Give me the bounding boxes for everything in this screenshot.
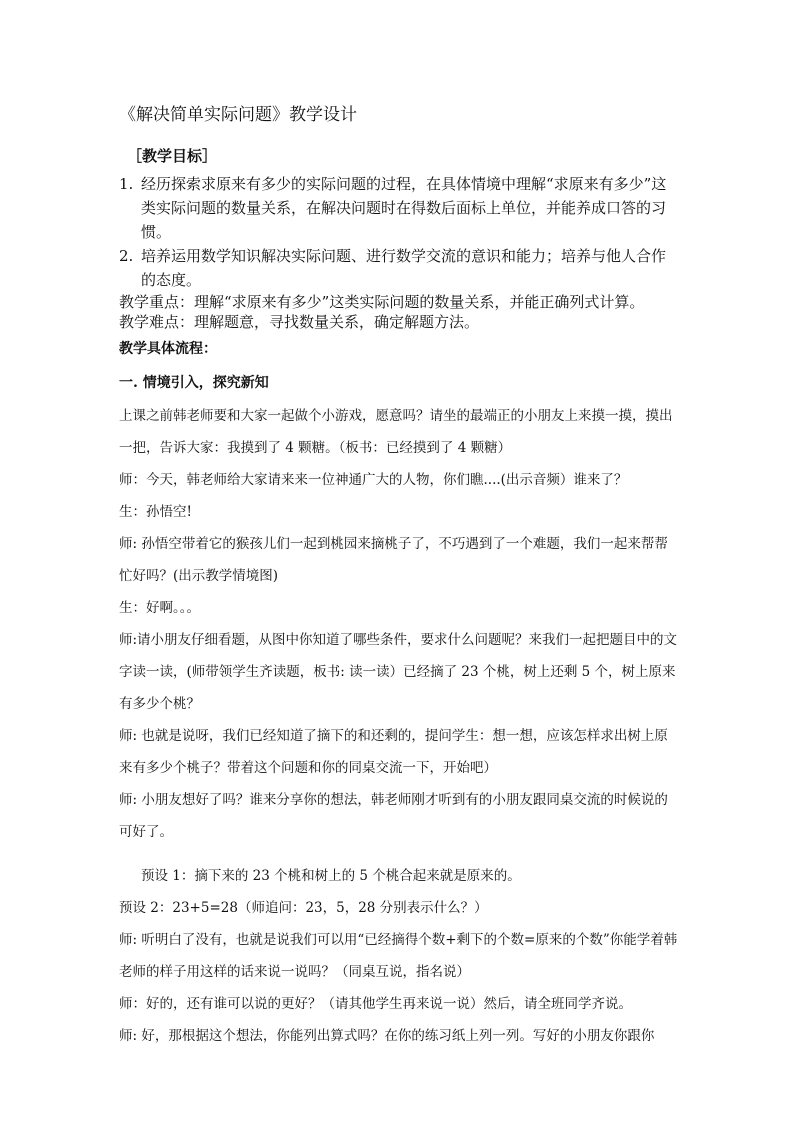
paragraph: 上课之前韩老师要和大家一起做个小游戏，愿意吗？请坐的最端正的小朋友上来摸一摸，摸出一把，告诉大家：我摸到了 4 颗糖。（板书：已经摸到了 4 颗糖）	[119, 408, 673, 456]
document-title: 《解决简单实际问题》教学设计	[119, 105, 357, 125]
paragraph: 师: 孙悟空带着它的猴孩儿们一起到桃园来摘桃子了，不巧遇到了一个难题，我们一起来帮帮忙好吗？(出示教学情境图)	[119, 536, 668, 584]
objective-item	[119, 172, 679, 244]
paragraph: 师：今天，韩老师给大家请来来一位神通广大的人物，你们瞧....(出示音频）谁来了？	[119, 472, 628, 488]
document-body	[119, 100, 679, 1052]
objective-number: 1.	[119, 175, 134, 193]
objective-number: 2.	[119, 247, 134, 265]
objective-text: 培养运用数学知识解决实际问题、进行数学交流的意识和能力；培养与他人合作的态度。	[141, 247, 667, 289]
paragraph: 生：孙悟空!	[119, 504, 192, 520]
paragraph: 师: 小朋友想好了吗？谁来分享你的想法，韩老师刚才听到有的小朋友跟同桌交流的时候说的可好了。	[119, 792, 668, 840]
paragraph: 师: 好，那根据这个想法，你能列出算式吗？在你的练习纸上列一列。写好的小朋友你跟你	[119, 1028, 655, 1044]
paragraph: 师:请小朋友仔细看题，从图中你知道了哪些条件，要求什么问题呢？来我们一起把题目中的文字读一读，(师带领学生齐读题，板书: 读一读）已经摘了 23 个桃，树上还剩 5 个，树上原来有多少个桃？	[119, 632, 678, 712]
preset-item: 预设 1：摘下来的 23 个桃和树上的 5 个桃合起来就是原来的。	[141, 868, 521, 884]
objective-item	[119, 244, 679, 292]
difficulty: 教学难点：理解题意，寻找数量关系，确定解题方法。	[119, 313, 480, 331]
paragraph: 师: 听明白了没有，也就是说我们可以用“已经摘得个数+剩下的个数=原来的个数”你能学着韩老师的样子用这样的话来说一说吗？（同桌互说，指名说）	[119, 932, 678, 980]
part1-heading: 一. 情境引入，探究新知	[119, 375, 269, 391]
paragraph: 生：好啊。。。	[119, 600, 200, 616]
paragraph: 师: 也就是说呀，我们已经知道了摘下的和还剩的，提问学生：想一想，应该怎样求出树上原来有多少个桃子？带着这个问题和你的同桌交流一下，开始吧）	[119, 728, 668, 776]
section-heading-objectives: ［教学目标］	[127, 147, 218, 165]
process-heading: 教学具体流程：	[119, 341, 217, 357]
preset-item: 预设 2：23+5=28（师追问：23，5，28 分别表示什么？）	[119, 900, 488, 916]
paragraph: 师：好的，还有谁可以说的更好？（请其他学生再来说一说）然后，请全班同学齐说。	[119, 996, 632, 1012]
key-point: 教学重点：理解“求原来有多少”这类实际问题的数量关系，并能正确列式计算。	[119, 293, 645, 311]
objectives-list	[119, 172, 679, 292]
spacer	[119, 848, 679, 860]
objective-text: 经历探索求原来有多少的实际问题的过程，在具体情境中理解“求原来有多少”这类实际问题的数量关系，在解决问题时在得数后面标上单位，并能养成口答的习惯。	[141, 175, 667, 241]
